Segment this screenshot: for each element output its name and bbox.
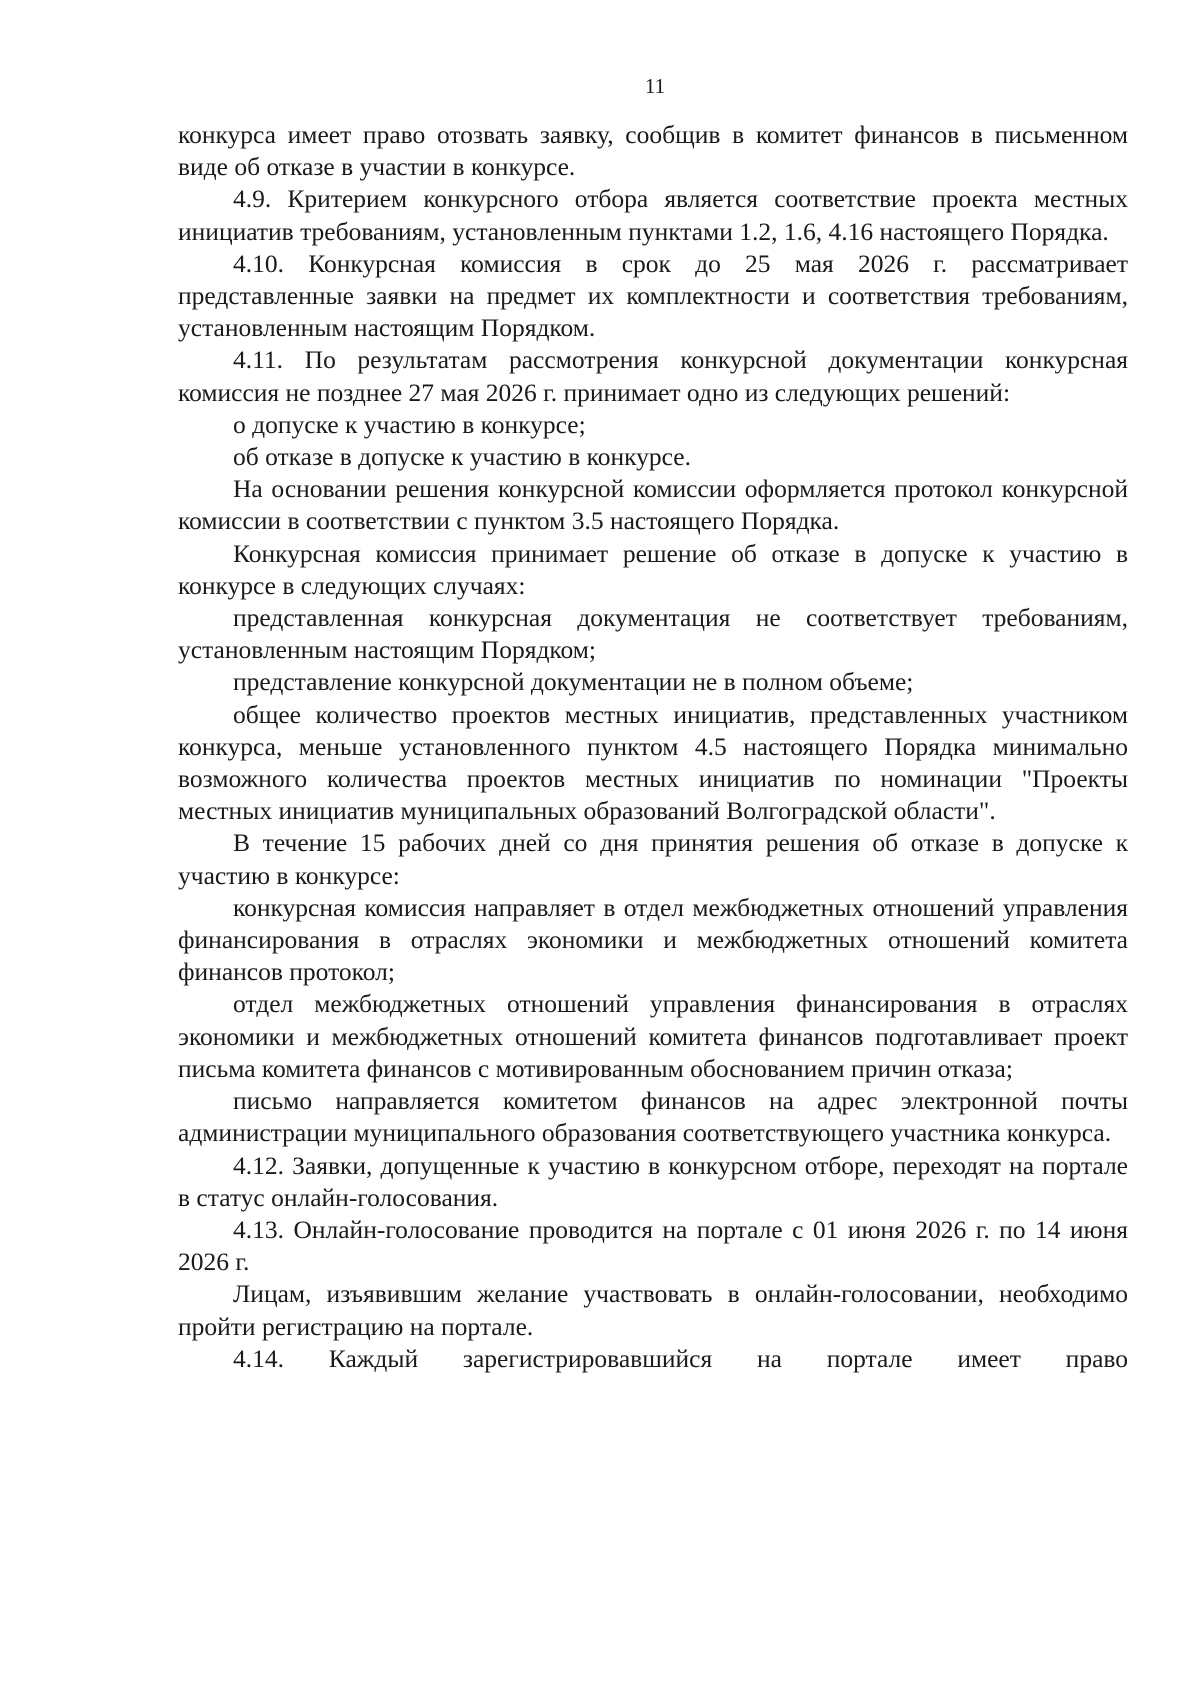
- paragraph: 4.10. Конкурсная комиссия в срок до 25 мая 2026 г. рассматривает представленные заявки на предмет их комплектности и соответствия требованиям, установленным настоящим Порядком.: [178, 248, 1128, 343]
- page-number: 11: [644, 74, 666, 98]
- document-body: [178, 119, 1128, 1375]
- paragraph: Конкурсная комиссия принимает решение об отказе в допуске к участию в конкурсе в следующих случаях:: [178, 538, 1128, 600]
- list-item: конкурсная комиссия направляет в отдел межбюджетных отношений управления финансирования в отраслях экономики и межбюджетных отношений комитета финансов протокол;: [178, 892, 1128, 987]
- list-item: письмо направляется комитетом финансов на адрес электронной почты администрации муниципального образования соответствующего участника конкурса.: [178, 1086, 1128, 1148]
- list-item: общее количество проектов местных инициатив, представленных участником конкурса, меньше установленного пунктом 4.5 настоящего Порядка минимально возможного количества проектов местных инициатив по номинации "Проекты местных инициатив муниципальных образований Волгоградской области".: [178, 699, 1128, 826]
- list-item: представление конкурсной документации не в полном объеме;: [233, 667, 914, 697]
- list-item: о допуске к участию в конкурсе;: [233, 409, 586, 439]
- paragraph: В течение 15 рабочих дней со дня принятия решения об отказе в допуске к участию в конкурсе:: [178, 828, 1128, 890]
- paragraph: 4.13. Онлайн-голосование проводится на портале с 01 июня 2026 г. по 14 июня 2026 г.: [178, 1214, 1128, 1277]
- list-item: об отказе в допуске к участию в конкурсе.: [233, 442, 691, 472]
- paragraph: 4.11. По результатам рассмотрения конкурсной документации конкурсная комиссия не позднее 27 мая 2026 г. принимает одно из следующих решений:: [178, 345, 1128, 407]
- paragraph: 4.12. Заявки, допущенные к участию в конкурсном отборе, переходят на портале в статус онлайн-голосования.: [178, 1150, 1128, 1212]
- paragraph: Лицам, изъявившим желание участвовать в онлайн-голосовании, необходимо пройти регистрацию на портале.: [178, 1279, 1128, 1341]
- paragraph: 4.9. Критерием конкурсного отбора является соответствие проекта местных инициатив требованиям, установленным пунктами 1.2, 1.6, 4.16 настоящего Порядка.: [178, 184, 1128, 246]
- paragraph: 4.14. Каждый зарегистрировавшийся на портале имеет право: [233, 1343, 1128, 1373]
- paragraph: конкурса имеет право отозвать заявку, сообщив в комитет финансов в письменном виде об отказе в участии в конкурсе.: [178, 120, 1128, 182]
- paragraph: На основании решения конкурсной комиссии оформляется протокол конкурсной комиссии в соответствии с пунктом 3.5 настоящего Порядка.: [178, 474, 1128, 536]
- list-item: отдел межбюджетных отношений управления финансирования в отраслях экономики и межбюджетных отношений комитета финансов подготавливает проект письма комитета финансов с мотивированным обоснованием причин отказа;: [178, 989, 1128, 1083]
- list-item: представленная конкурсная документация не соответствует требованиям, установленным настоящим Порядком;: [178, 603, 1128, 665]
